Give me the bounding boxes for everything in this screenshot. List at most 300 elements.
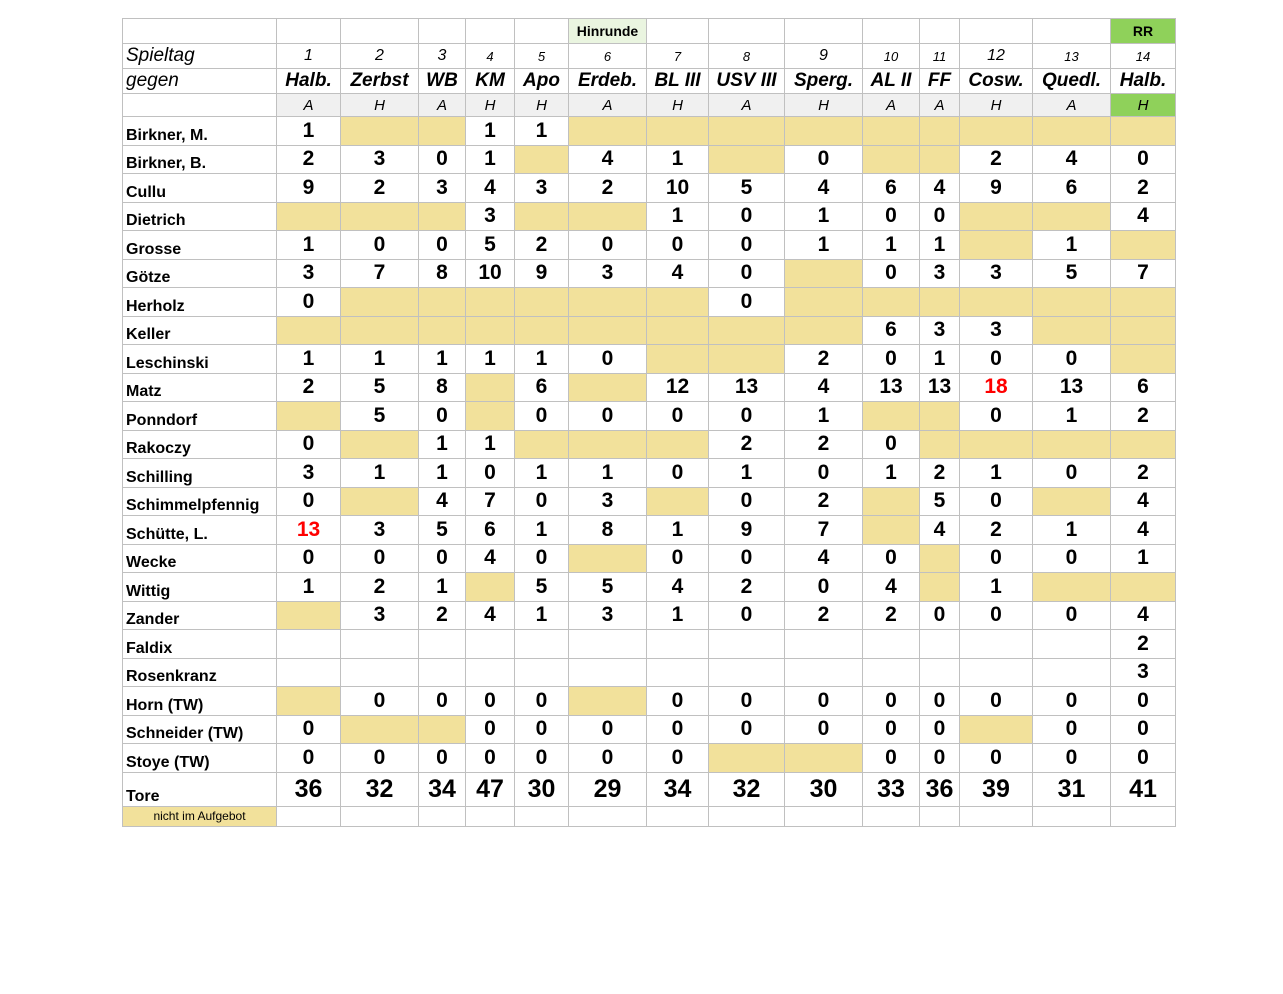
goal-cell: 3 [341, 601, 419, 630]
goal-cell: 2 [341, 573, 419, 602]
not-in-squad-cell [863, 145, 920, 174]
empty-cell [466, 19, 515, 44]
goal-cell: 1 [515, 117, 569, 146]
home-away-indicator: H [515, 94, 569, 117]
empty-cell [863, 806, 920, 826]
goal-cell: 0 [709, 715, 785, 744]
not-in-squad-cell [569, 202, 647, 231]
not-in-squad-cell [341, 117, 419, 146]
player-name: Leschinski [123, 345, 277, 374]
not-in-squad-cell [569, 373, 647, 402]
goal-cell: 13 [1033, 373, 1111, 402]
rr-label: RR [1111, 19, 1176, 44]
goal-cell: 0 [341, 744, 419, 773]
legend-not-in-squad: nicht im Aufgebot [123, 806, 277, 826]
not-in-squad-cell [920, 288, 960, 317]
not-in-squad-cell [1111, 573, 1176, 602]
empty-cell [277, 19, 341, 44]
goal-cell: 5 [920, 487, 960, 516]
not-in-squad-cell [920, 402, 960, 431]
empty-cell [709, 19, 785, 44]
goal-cell: 1 [920, 231, 960, 260]
goal-cell: 0 [419, 402, 466, 431]
goal-cell: 3 [960, 259, 1033, 288]
goal-cell: 4 [466, 544, 515, 573]
goal-cell: 2 [785, 430, 863, 459]
not-in-squad-cell [569, 687, 647, 716]
goal-cell: 1 [515, 601, 569, 630]
goal-cell: 4 [647, 259, 709, 288]
empty-cell [341, 658, 419, 687]
not-in-squad-cell [960, 117, 1033, 146]
goal-cell: 3 [569, 601, 647, 630]
home-away-indicator: A [920, 94, 960, 117]
goal-cell: 0 [709, 231, 785, 260]
goal-cell: 1 [341, 459, 419, 488]
goal-cell: 1 [515, 516, 569, 545]
player-row [123, 145, 1176, 174]
spieltag-number: 14 [1111, 44, 1176, 69]
goal-cell: 1 [647, 202, 709, 231]
empty-cell [466, 806, 515, 826]
not-in-squad-cell [569, 288, 647, 317]
goal-cell: 1 [785, 402, 863, 431]
scoring-table [122, 18, 1176, 827]
goal-cell: 0 [1111, 687, 1176, 716]
player-row [123, 601, 1176, 630]
player-name: Wecke [123, 544, 277, 573]
not-in-squad-cell [341, 202, 419, 231]
goal-cell: 0 [863, 345, 920, 374]
hinrunde-label: Hinrunde [569, 19, 647, 44]
not-in-squad-cell [960, 231, 1033, 260]
goal-cell: 1 [419, 573, 466, 602]
player-name: Schütte, L. [123, 516, 277, 545]
goal-cell: 2 [277, 145, 341, 174]
player-row [123, 544, 1176, 573]
goal-cell: 1 [569, 459, 647, 488]
home-away-indicator: A [709, 94, 785, 117]
not-in-squad-cell [1033, 487, 1111, 516]
goal-cell: 7 [466, 487, 515, 516]
goal-cell: 1 [920, 345, 960, 374]
not-in-squad-cell [863, 516, 920, 545]
player-name: Götze [123, 259, 277, 288]
empty-cell [277, 630, 341, 659]
empty-cell [920, 630, 960, 659]
not-in-squad-cell [920, 544, 960, 573]
goal-cell: 10 [647, 174, 709, 203]
home-away-indicator: A [1033, 94, 1111, 117]
empty-cell [785, 658, 863, 687]
opponent-name: Erdeb. [569, 69, 647, 94]
goal-cell: 0 [1111, 744, 1176, 773]
goal-cell: 0 [960, 487, 1033, 516]
goal-cell: 13 [920, 373, 960, 402]
totals-label: Tore [123, 772, 277, 806]
goal-cell: 9 [277, 174, 341, 203]
goal-cell: 0 [419, 544, 466, 573]
goal-cell: 13 [709, 373, 785, 402]
player-name: Schimmelpfennig [123, 487, 277, 516]
goal-cell: 1 [419, 459, 466, 488]
not-in-squad-cell [515, 430, 569, 459]
total-goals: 47 [466, 772, 515, 806]
not-in-squad-cell [1111, 430, 1176, 459]
goal-cell: 0 [647, 715, 709, 744]
goal-cell: 6 [466, 516, 515, 545]
opponent-name: WB [419, 69, 466, 94]
goal-cell: 3 [515, 174, 569, 203]
spieltag-number: 4 [466, 44, 515, 69]
opponent-name: FF [920, 69, 960, 94]
goal-cell: 4 [1111, 516, 1176, 545]
not-in-squad-cell [647, 487, 709, 516]
goal-cell: 2 [863, 601, 920, 630]
not-in-squad-cell [515, 145, 569, 174]
spieltag-number: 1 [277, 44, 341, 69]
goal-cell: 1 [1033, 231, 1111, 260]
spieltag-number: 8 [709, 44, 785, 69]
not-in-squad-cell [863, 487, 920, 516]
not-in-squad-cell [466, 573, 515, 602]
empty-cell [341, 806, 419, 826]
goal-cell: 4 [647, 573, 709, 602]
legend-row [123, 806, 1176, 826]
goal-cell: 0 [960, 544, 1033, 573]
goal-cell: 1 [277, 573, 341, 602]
goal-cell: 0 [466, 687, 515, 716]
empty-cell [960, 806, 1033, 826]
home-away-row [123, 94, 1176, 117]
opponent-name: Sperg. [785, 69, 863, 94]
goal-cell: 3 [960, 316, 1033, 345]
goal-cell: 0 [863, 744, 920, 773]
not-in-squad-cell [709, 145, 785, 174]
empty-cell [863, 658, 920, 687]
spieltag-number: 2 [341, 44, 419, 69]
goal-cell: 0 [419, 231, 466, 260]
total-goals: 39 [960, 772, 1033, 806]
total-goals: 31 [1033, 772, 1111, 806]
empty-cell [123, 94, 277, 117]
goal-cell: 0 [569, 744, 647, 773]
empty-cell [785, 19, 863, 44]
empty-cell [920, 658, 960, 687]
empty-cell [863, 630, 920, 659]
not-in-squad-cell [277, 687, 341, 716]
not-in-squad-cell [785, 259, 863, 288]
empty-cell [515, 658, 569, 687]
home-away-indicator: H [1111, 94, 1176, 117]
not-in-squad-cell [341, 487, 419, 516]
not-in-squad-cell [1033, 573, 1111, 602]
goal-cell: 4 [1111, 202, 1176, 231]
not-in-squad-cell [1033, 316, 1111, 345]
goal-cell: 0 [920, 687, 960, 716]
goal-cell: 5 [419, 516, 466, 545]
goal-cell: 2 [1111, 174, 1176, 203]
goal-cell: 0 [419, 145, 466, 174]
goal-cell: 2 [960, 145, 1033, 174]
goal-cell: 0 [277, 430, 341, 459]
goal-cell: 3 [419, 174, 466, 203]
goal-cell: 2 [1111, 459, 1176, 488]
not-in-squad-cell [960, 288, 1033, 317]
goal-cell: 2 [277, 373, 341, 402]
goal-cell: 4 [466, 601, 515, 630]
goal-cell: 1 [709, 459, 785, 488]
goal-cell: 1 [277, 345, 341, 374]
goal-cell: 1 [466, 430, 515, 459]
home-away-indicator: H [785, 94, 863, 117]
player-row [123, 174, 1176, 203]
goal-cell: 1 [1033, 402, 1111, 431]
empty-cell [709, 658, 785, 687]
spieltag-number: 11 [920, 44, 960, 69]
not-in-squad-cell [419, 117, 466, 146]
opponent-name: KM [466, 69, 515, 94]
spieltag-number: 10 [863, 44, 920, 69]
not-in-squad-cell [1033, 288, 1111, 317]
goal-cell: 7 [785, 516, 863, 545]
goal-cell: 5 [569, 573, 647, 602]
player-name: Rosenkranz [123, 658, 277, 687]
player-name: Schneider (TW) [123, 715, 277, 744]
not-in-squad-cell [960, 202, 1033, 231]
player-name: Ponndorf [123, 402, 277, 431]
empty-cell [647, 658, 709, 687]
not-in-squad-cell [647, 288, 709, 317]
not-in-squad-cell [785, 288, 863, 317]
player-name: Stoye (TW) [123, 744, 277, 773]
home-away-indicator: H [341, 94, 419, 117]
home-away-indicator: H [466, 94, 515, 117]
empty-cell [785, 630, 863, 659]
not-in-squad-cell [863, 117, 920, 146]
not-in-squad-cell [419, 715, 466, 744]
player-row [123, 516, 1176, 545]
goal-cell: 0 [920, 202, 960, 231]
not-in-squad-cell [647, 430, 709, 459]
goal-cell: 0 [341, 544, 419, 573]
goal-cell: 0 [277, 288, 341, 317]
empty-cell [920, 806, 960, 826]
goal-cell: 4 [785, 544, 863, 573]
empty-cell [1033, 806, 1111, 826]
not-in-squad-cell [920, 117, 960, 146]
total-goals: 29 [569, 772, 647, 806]
goal-cell: 0 [647, 231, 709, 260]
goal-cell: 0 [863, 715, 920, 744]
goal-cell: 2 [419, 601, 466, 630]
goal-cell: 0 [277, 744, 341, 773]
goal-cell: 3 [569, 487, 647, 516]
goal-cell: 9 [515, 259, 569, 288]
goal-cell: 0 [1033, 744, 1111, 773]
goal-cell: 5 [709, 174, 785, 203]
not-in-squad-cell [466, 373, 515, 402]
total-goals: 36 [277, 772, 341, 806]
total-goals: 30 [785, 772, 863, 806]
goal-cell: 1 [341, 345, 419, 374]
total-goals: 30 [515, 772, 569, 806]
empty-cell [920, 19, 960, 44]
goal-cell: 0 [515, 402, 569, 431]
goal-cell: 0 [1033, 544, 1111, 573]
total-goals: 32 [709, 772, 785, 806]
goal-cell: 5 [466, 231, 515, 260]
goal-cell: 4 [920, 174, 960, 203]
goal-cell: 0 [647, 687, 709, 716]
empty-cell [419, 658, 466, 687]
total-goals: 34 [647, 772, 709, 806]
goal-cell: 1 [466, 117, 515, 146]
goal-cell: 2 [960, 516, 1033, 545]
goal-cell: 0 [920, 715, 960, 744]
not-in-squad-cell [1111, 288, 1176, 317]
goal-cell: 0 [863, 687, 920, 716]
top-score-cell: 13 [277, 516, 341, 545]
not-in-squad-cell [515, 288, 569, 317]
goal-cell: 0 [515, 744, 569, 773]
player-name: Schilling [123, 459, 277, 488]
goal-cell: 2 [569, 174, 647, 203]
goal-cell: 0 [1033, 715, 1111, 744]
opponent-name: Zerbst [341, 69, 419, 94]
goal-cell: 10 [466, 259, 515, 288]
goal-cell: 0 [863, 259, 920, 288]
not-in-squad-cell [569, 117, 647, 146]
empty-cell [277, 806, 341, 826]
goal-cell: 1 [863, 231, 920, 260]
home-away-indicator: A [419, 94, 466, 117]
not-in-squad-cell [341, 316, 419, 345]
goal-cell: 8 [569, 516, 647, 545]
goal-cell: 0 [709, 687, 785, 716]
goal-cell: 0 [920, 601, 960, 630]
goal-cell: 4 [785, 373, 863, 402]
goal-cell: 1 [647, 145, 709, 174]
goal-cell: 0 [709, 259, 785, 288]
goal-cell: 5 [341, 402, 419, 431]
goal-cell: 1 [647, 601, 709, 630]
goal-cell: 1 [960, 459, 1033, 488]
empty-cell [123, 19, 277, 44]
not-in-squad-cell [277, 202, 341, 231]
not-in-squad-cell [785, 117, 863, 146]
empty-cell [647, 806, 709, 826]
total-goals: 32 [341, 772, 419, 806]
player-row [123, 259, 1176, 288]
not-in-squad-cell [466, 316, 515, 345]
goal-cell: 1 [277, 231, 341, 260]
empty-cell [569, 630, 647, 659]
empty-cell [647, 630, 709, 659]
goal-cell: 0 [277, 715, 341, 744]
total-goals: 41 [1111, 772, 1176, 806]
spieltag-row [123, 44, 1176, 69]
empty-cell [515, 19, 569, 44]
goal-cell: 0 [647, 544, 709, 573]
not-in-squad-cell [785, 744, 863, 773]
empty-cell [341, 19, 419, 44]
goal-cell: 4 [466, 174, 515, 203]
empty-cell [419, 806, 466, 826]
goal-cell: 2 [709, 430, 785, 459]
empty-cell [960, 658, 1033, 687]
opponent-name: Cosw. [960, 69, 1033, 94]
goal-cell: 0 [1111, 145, 1176, 174]
player-name: Birkner, M. [123, 117, 277, 146]
empty-cell [277, 658, 341, 687]
goal-cell: 1 [466, 345, 515, 374]
player-row [123, 573, 1176, 602]
spieltag-number: 13 [1033, 44, 1111, 69]
goal-cell: 0 [1033, 687, 1111, 716]
goal-cell: 8 [419, 373, 466, 402]
player-row [123, 459, 1176, 488]
opponent-name: Apo [515, 69, 569, 94]
goal-cell: 2 [1111, 402, 1176, 431]
player-row [123, 231, 1176, 260]
not-in-squad-cell [419, 288, 466, 317]
empty-cell [419, 630, 466, 659]
player-name: Rakoczy [123, 430, 277, 459]
player-row [123, 288, 1176, 317]
goal-cell: 4 [863, 573, 920, 602]
goal-cell: 6 [515, 373, 569, 402]
not-in-squad-cell [920, 430, 960, 459]
goal-cell: 0 [863, 202, 920, 231]
total-goals: 36 [920, 772, 960, 806]
goal-cell: 0 [569, 715, 647, 744]
player-name: Grosse [123, 231, 277, 260]
goal-cell: 0 [709, 402, 785, 431]
goal-cell: 1 [466, 145, 515, 174]
goal-cell: 0 [515, 544, 569, 573]
goal-cell: 0 [960, 687, 1033, 716]
goal-cell: 0 [709, 202, 785, 231]
player-name: Matz [123, 373, 277, 402]
goal-cell: 3 [341, 516, 419, 545]
not-in-squad-cell [515, 202, 569, 231]
home-away-indicator: A [863, 94, 920, 117]
goal-cell: 4 [1111, 601, 1176, 630]
goal-cell: 0 [647, 744, 709, 773]
goal-cell: 0 [466, 715, 515, 744]
goal-cell: 2 [709, 573, 785, 602]
goal-cell: 6 [863, 174, 920, 203]
player-name: Dietrich [123, 202, 277, 231]
goal-cell: 0 [785, 459, 863, 488]
goal-cell: 0 [515, 715, 569, 744]
goal-cell: 0 [920, 744, 960, 773]
not-in-squad-cell [1111, 316, 1176, 345]
not-in-squad-cell [466, 288, 515, 317]
goal-cell: 0 [1033, 601, 1111, 630]
opponent-name: Halb. [277, 69, 341, 94]
goal-cell: 0 [709, 288, 785, 317]
not-in-squad-cell [277, 316, 341, 345]
goal-cell: 1 [515, 459, 569, 488]
opponent-name: USV III [709, 69, 785, 94]
spieltag-number: 6 [569, 44, 647, 69]
goal-cell: 0 [466, 459, 515, 488]
empty-cell [785, 806, 863, 826]
goal-cell: 3 [1111, 658, 1176, 687]
goal-cell: 2 [785, 345, 863, 374]
